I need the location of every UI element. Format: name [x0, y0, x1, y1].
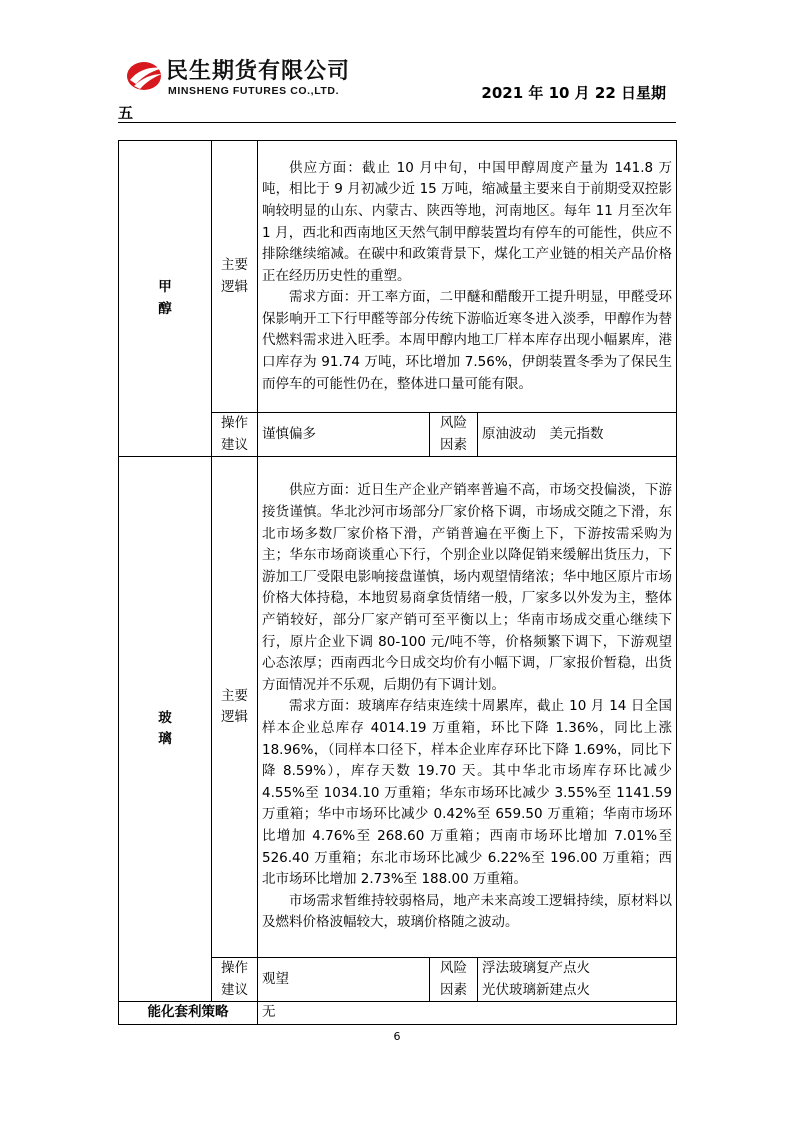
company-logo	[126, 54, 376, 100]
glass-name: 玻 璃	[119, 457, 212, 1002]
company-name-en: MINSHENG FUTURES CO.,LTD.	[168, 85, 340, 97]
strategy-value: 无	[258, 1002, 677, 1025]
report-date-weekday: 五	[118, 104, 134, 122]
methanol-risk-value: 原油波动 美元指数	[478, 413, 677, 457]
header-rule	[118, 122, 676, 123]
glass-risk-label: 风险 因素	[430, 958, 478, 1002]
glass-logic-label: 主要 逻辑	[212, 457, 258, 958]
methanol-logic-row	[119, 141, 677, 413]
report-date: 2021 年 10 月 22 日星期	[481, 84, 666, 102]
strategy-row	[119, 1002, 677, 1025]
glass-supply-paragraph: 供应方面：近日生产企业产销率普遍不高，市场交投偏淡，下游接货谨慎。华北沙河市场部分厂家价格下调，市场成交随之下滑，东北市场多数厂家价格下滑，产销普遍在平衡上下，下游按需采购为主；华东市场商谈重心下行，个别企业以降促销来缓解出货压力，下游加工厂受限电影响接盘谨慎，场内观望情绪浓；华中地区原片市场价格大体持稳，本地贸易商拿货情绪一般，厂家多以外发为主，整体产销较好，部分厂家产销可至平衡以上；华南市场成交重心继续下行，原片企业下调 80-100 元/吨不等，价格频繁下调下，下游观望心态浓厚；西南西北今日成交均价有小幅下调，厂家报价暂稳，出货方面情况并不乐观，后期仍有下调计划。	[262, 482, 672, 693]
glass-risk-value: 浮法玻璃复产点火 光伏玻璃新建点火	[478, 958, 677, 1002]
methanol-risk-label: 风险 因素	[430, 413, 478, 457]
methanol-op-label: 操作 建议	[212, 413, 258, 457]
glass-demand-paragraph: 需求方面：玻璃库存结束连续十周累库，截止 10 月 14 日全国样本企业总库存 4014.19 万重箱，环比下降 1.36%，同比上涨 18.96%，（同样本口径下，样本企业库存环比下降 1.69%，同比下降 8.59%），库存天数 19.70 天。其中华北市场库存环比减少 4.55%至 1034.10 万重箱；华东市场环比减少 3.55%至 1141.59 万重箱；华中市场环比减少 0.42%至 659.50 万重箱；华南市场环比增加 4.76%至 268.60 万重箱；西南市场环比增加 7.01%至 526.40 万重箱；东北市场环比减少 6.22%至 196.00 万重箱；西北市场环比增加 2.73%至 188.00 万重箱。	[262, 698, 672, 888]
methanol-logic-label: 主要 逻辑	[212, 141, 258, 413]
commodity-table	[118, 140, 677, 1025]
glass-outlook-paragraph: 市场需求暂维持较弱格局，地产未来高竣工逻辑持续，原材料以及燃料价格波幅较大，玻璃价格随之波动。	[262, 892, 672, 931]
methanol-logic-text	[258, 141, 677, 413]
page-number: 6	[393, 1030, 401, 1043]
methanol-supply-paragraph: 供应方面：截止 10 月中旬，中国甲醇周度产量为 141.8 万吨，相比于 9 月初减少近 15 万吨，缩减量主要来自于前期受双控影响较明显的山东、内蒙古、陕西等地，河南地区。每年 11 月至次年 1 月，西北和西南地区天然气制甲醇装置均有停车的可能性，供应不排除继续缩减。在碳中和政策背景下，煤化工产业链的相关产品价格正在经历历史性的重塑。	[262, 159, 672, 284]
methanol-demand-paragraph: 需求方面：开工率方面，二甲醚和醋酸开工提升明显，甲醛受环保影响开工下行甲醛等部分传统下游临近寒冬进入淡季，甲醇作为替代燃料需求进入旺季。本周甲醇内地工厂样本库存出现小幅累库，港口库存为 91.74 万吨，环比增加 7.56%，伊朗装置冬季为了保民生而停车的可能性仍在，整体进口量可能有限。	[262, 289, 672, 392]
glass-op-value: 观望	[258, 958, 430, 1002]
company-name-cn: 民生期货有限公司	[166, 59, 351, 84]
glass-op-label: 操作 建议	[212, 958, 258, 1002]
methanol-op-value: 谨慎偏多	[258, 413, 430, 457]
strategy-label: 能化套利策略	[119, 1002, 258, 1025]
glass-logic-text	[258, 457, 677, 958]
minsheng-logo-icon	[126, 56, 166, 96]
glass-logic-row	[119, 457, 677, 958]
methanol-name: 甲 醇	[119, 141, 212, 457]
